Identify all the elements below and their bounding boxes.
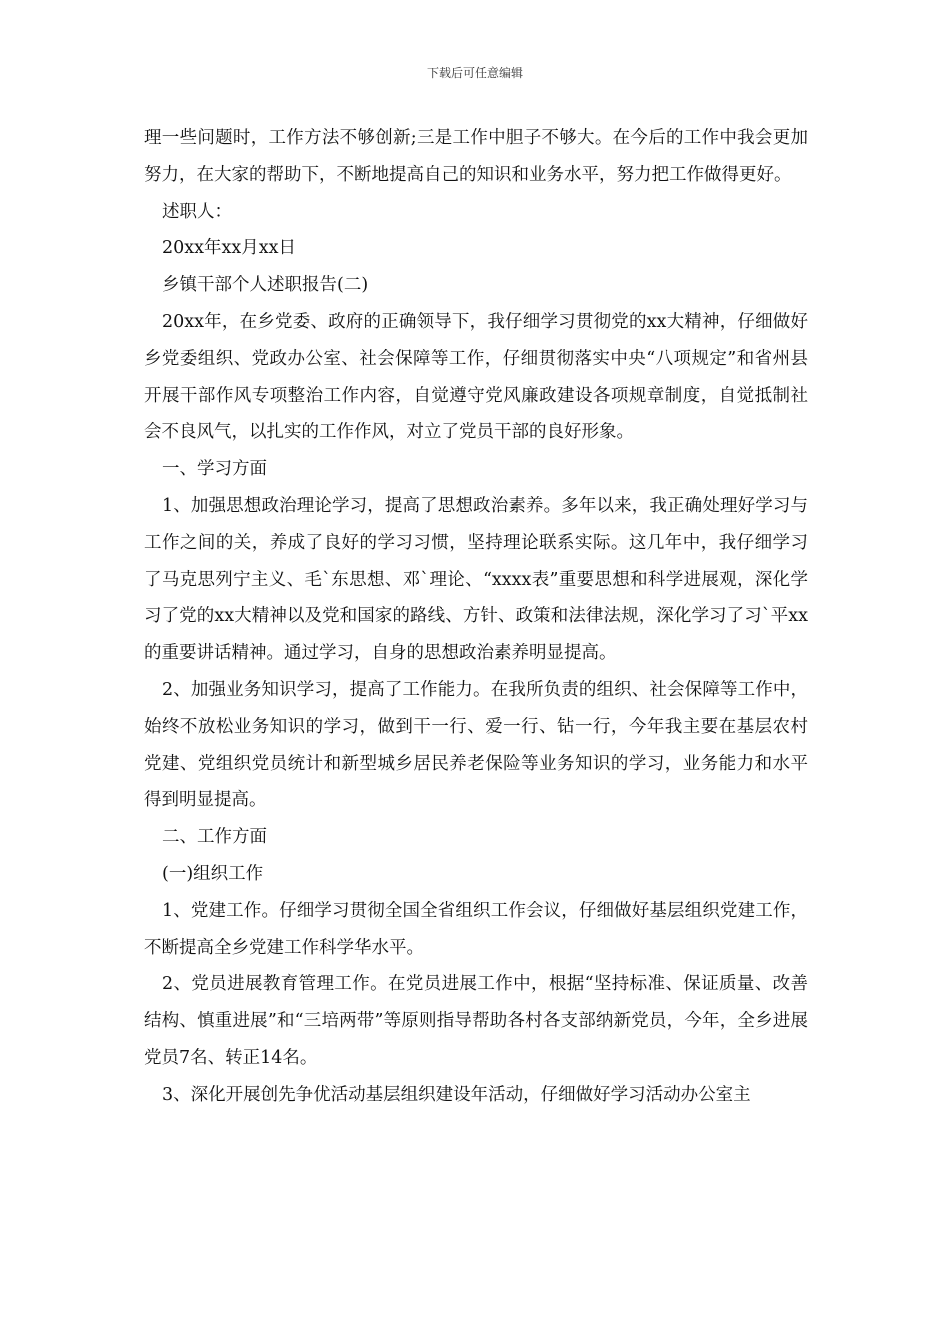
- paragraph-work-1: 1、党建工作。仔细学习贯彻全国全省组织工作会议，仔细做好基层组织党建工作，不断提高全乡党建工作科学华水平。: [144, 900, 808, 958]
- subsection-heading-organization: (一)组织工作: [162, 863, 264, 884]
- paragraph-work-3: 3、深化开展创先争优活动基层组织建设年活动，仔细做好学习活动办公室主: [162, 1084, 751, 1105]
- paragraph-study-1: 1、加强思想政治理论学习，提高了思想政治素养。多年以来，我正确处理好学习与工作之间的关，养成了良好的学习习惯，坚持理论联系实际。这几年中，我仔细学习了马克思列宁主义、毛`东思想、邓`理论、“xxxx表”重要思想和科学进展观，深化学习了党的xx大精神以及党和国家的路线、方针、政策和法律法规，深化学习了习`平xx的重要讲话精神。通过学习，自身的思想政治素养明显提高。: [144, 495, 808, 664]
- section-heading-work: 二、工作方面: [162, 827, 267, 848]
- paragraph-intro: 20xx年，在乡党委、政府的正确领导下，我仔细学习贯彻党的xx大精神，仔细做好乡党委组织、党政办公室、社会保障等工作，仔细贯彻落实中央“八项规定”和省州县开展干部作风专项整治工作内容，自觉遵守党风廉政建设各项规章制度，自觉抵制社会不良风气，以扎实的工作作风，对立了党员干部的良好形象。: [144, 311, 808, 443]
- paragraph-continuation: 理一些问题时，工作方法不够创新;三是工作中胆子不够大。在今后的工作中我会更加努力，在大家的帮助下，不断地提高自己的知识和业务水平，努力把工作做得更好。: [144, 128, 808, 185]
- paragraph-report-title: 乡镇干部个人述职报告(二): [162, 275, 369, 296]
- paragraph-signer: 述职人：: [162, 201, 232, 222]
- paragraph-study-2: 2、加强业务知识学习，提高了工作能力。在我所负责的组织、社会保障等工作中，始终不放松业务知识的学习，做到干一行、爱一行、钻一行，今年我主要在基层农村党建、党组织党员统计和新型城乡居民养老保险等业务知识的学习，业务能力和水平得到明显提高。: [144, 679, 808, 811]
- paragraph-work-2: 2、党员进展教育管理工作。在党员进展工作中，根据“坚持标准、保证质量、改善结构、慎重进展”和“三培两带”等原则指导帮助各村各支部纳新党员，今年，全乡进展党员7名、转正14名。: [144, 974, 808, 1068]
- paragraph-date: 20xx年xx月xx日: [162, 238, 296, 259]
- section-heading-study: 一、学习方面: [162, 459, 267, 480]
- page-header: 下载后可任意编辑: [426, 66, 523, 80]
- document-body: [144, 120, 808, 1114]
